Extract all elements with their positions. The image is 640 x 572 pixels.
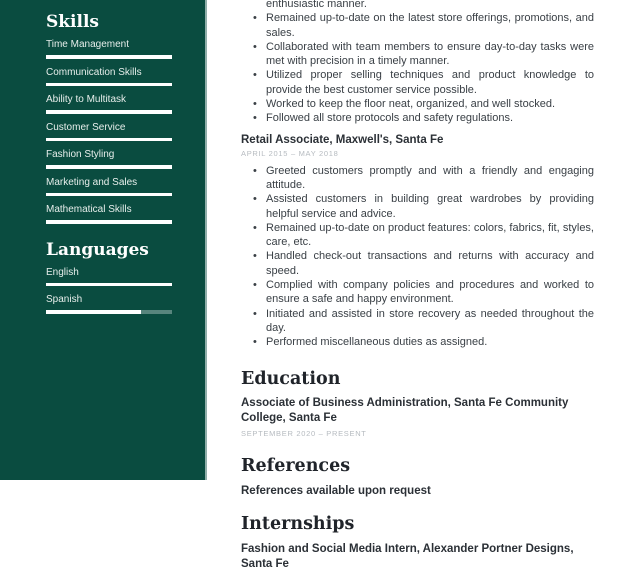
- skill-bar: [46, 55, 172, 59]
- bullet-item: • Assisted customers in building great wardrobes by providing helpful service and advice.: [266, 192, 594, 221]
- skills-section-title: Skills: [46, 12, 100, 32]
- skill-bar-fill: [46, 165, 172, 169]
- skill-label: Mathematical Skills: [46, 204, 132, 215]
- internships-section-title: Internships: [241, 513, 355, 534]
- skill-label: Customer Service: [46, 121, 126, 133]
- language-bar-fill: [46, 283, 172, 287]
- language-bar: [46, 283, 172, 287]
- bullet-item: • Handled check-out transactions and returns with accuracy and speed.: [266, 249, 594, 278]
- skill-bar: [46, 138, 172, 142]
- skill-bar: [46, 220, 172, 224]
- skill-item: [46, 121, 172, 142]
- education-degree: Associate of Business Administration, Santa Fe Community College, Santa Fe: [241, 396, 569, 425]
- skill-item: [46, 93, 172, 114]
- bullet-item: • Initiated and assisted in store recovery as needed throughout the day.: [266, 307, 594, 336]
- job-dates: APRIL 2015 – MAY 2018: [241, 148, 339, 158]
- bullet-item: • Collaborated with team members to ensure day-to-day tasks were met with precision in a timely manner.: [266, 40, 594, 69]
- language-item: [46, 293, 172, 314]
- references-text: References available upon request: [241, 484, 431, 497]
- skill-bar: [46, 110, 172, 114]
- job2-bullet-list: [241, 164, 594, 350]
- skill-item: [46, 176, 172, 197]
- skill-label: Time Management: [46, 39, 129, 50]
- sidebar: [0, 0, 207, 480]
- internship-entry: Fashion and Social Media Intern, Alexander Portner Designs, Santa Fe: [241, 542, 574, 570]
- skill-bar-fill: [46, 110, 172, 114]
- skill-label: Marketing and Sales: [46, 176, 138, 188]
- skill-bar: [46, 193, 172, 197]
- skill-item: [46, 38, 172, 59]
- skill-bar-fill: [46, 55, 172, 59]
- bullet-item: • Utilized proper selling techniques and product knowledge to provide the best customer service possible.: [266, 68, 594, 97]
- resume-body: [207, 0, 640, 570]
- job1-bullet-list: [241, 11, 594, 125]
- skill-label: Fashion Styling: [46, 149, 115, 160]
- skill-label: Communication Skills: [46, 66, 142, 78]
- bullet-item: • Remained up-to-date on the latest store offerings, promotions, and sales.: [266, 11, 594, 40]
- skill-bar-fill: [46, 193, 172, 197]
- languages-section: [46, 239, 172, 314]
- skill-item: [46, 66, 172, 87]
- skill-item: [46, 203, 172, 224]
- bullet-item: • Greeted customers promptly and with a friendly and engaging attitude.: [266, 164, 594, 193]
- language-bar-fill: [46, 310, 141, 314]
- language-item: [46, 266, 172, 287]
- references-section-title: References: [241, 455, 351, 476]
- skill-label: Ability to Multitask: [46, 94, 127, 105]
- languages-section-title: Languages: [46, 239, 149, 260]
- bullet-continuation-line: enthusiastic manner.: [266, 0, 367, 10]
- skill-bar: [46, 83, 172, 87]
- skills-list: [46, 38, 172, 224]
- bullet-item: • Followed all store protocols and safety regulations.: [266, 111, 594, 125]
- skill-bar-fill: [46, 138, 172, 142]
- job-title: Retail Associate, Maxwell's, Santa Fe: [241, 133, 444, 146]
- education-dates: SEPTEMBER 2020 – PRESENT: [241, 428, 367, 438]
- skill-item: [46, 148, 172, 169]
- language-label: English: [46, 266, 79, 278]
- language-bar: [46, 310, 172, 314]
- bullet-item: • Performed miscellaneous duties as assigned.: [266, 335, 594, 349]
- languages-list: [46, 266, 172, 314]
- language-label: Spanish: [46, 294, 83, 305]
- bullet-item: • Complied with company policies and procedures and worked to ensure a safe and happy environment.: [266, 278, 594, 307]
- bullet-item: • Remained up-to-date on product features: colors, fabrics, fit, styles, care, etc.: [266, 221, 594, 250]
- skill-bar-fill: [46, 83, 172, 87]
- bullet-item: • Worked to keep the floor neat, organized, and well stocked.: [266, 97, 594, 111]
- skill-bar-fill: [46, 220, 172, 224]
- skill-bar: [46, 165, 172, 169]
- education-section-title: Education: [241, 368, 341, 389]
